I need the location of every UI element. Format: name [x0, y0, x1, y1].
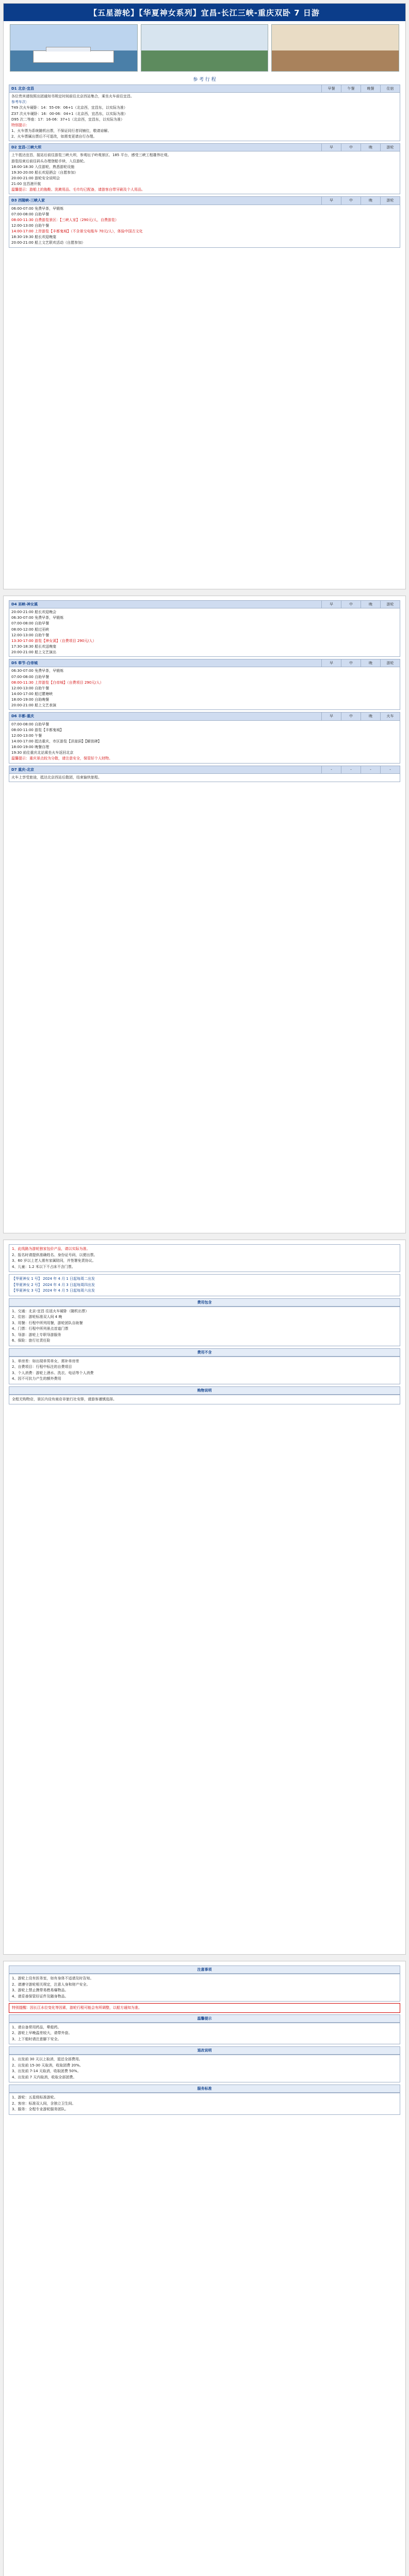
day-5-line: 20:00-21:00 船上文艺表演: [11, 703, 57, 708]
intro-line: 1、此线路为游轮独家包价产品，请以实际为准。: [12, 1247, 90, 1251]
meal-lunch: 中: [341, 197, 361, 205]
notice-title: 注意事项: [9, 1965, 400, 1974]
day-1-line: 各位贵宾请按照出团通知书规定时间前往北京西站集合，乘坐火车前往宜昌。: [11, 94, 134, 99]
meal-dinner: 晚: [361, 713, 381, 720]
day-2-title: D2 宜昌-三峡大坝: [9, 144, 322, 151]
day-7-header: [9, 766, 400, 773]
notice-list: [9, 1974, 400, 2002]
day-3-line: 14:00-17:00 上岸游览【丰都鬼城】（不含景交电瓶车 70元/人），体验中国古文化: [11, 229, 143, 234]
day-1-content: [9, 93, 400, 141]
day-4-content: [9, 608, 400, 657]
day-3-line: 08:00-11:30 自费游览景区：【三峡人家】（290元/人，自费游览）: [11, 217, 119, 222]
page-3: [0, 1236, 409, 1958]
day-2-header: [9, 144, 400, 151]
meal-breakfast: 早: [322, 601, 341, 608]
day-5-content: [9, 667, 400, 710]
shop-line: 全程无购物店，景区内设有商店非旅行社安排，请游客谨慎选择。: [12, 1397, 117, 1401]
day-5-line: 06:30-07:00 免费早茶，早锻炼: [11, 669, 64, 673]
day-2-line: 21:00 宜昌港开航: [11, 182, 41, 187]
notice-line: 2、请遵守游轮相关规定，注意人身和财产安全。: [12, 1982, 90, 1987]
exclude-line: 1、单房差：如出现单男单女，需补单房差: [12, 1359, 79, 1363]
intro-line: 3、60 岁以上老人需有家属陪同，并签署免责协议。: [12, 1259, 96, 1263]
meal-dinner: 晚: [361, 601, 381, 608]
day-4-block: [9, 600, 400, 657]
fee-line: 6、保险：旅行社责任险: [12, 1338, 51, 1343]
day-2-line: 20:00-21:00 游轮安全说明会: [11, 176, 60, 180]
day-4-header: [9, 601, 400, 608]
policy-line: 3、出发前 7-14 天取消，收取团费 50%。: [12, 2069, 81, 2073]
special-warning: 特别提醒：因长江水位变化等因素，游轮行程可能会有所调整，以船方通知为准。: [9, 2003, 400, 2013]
day-4-line: 12:00-13:00 自助午餐: [11, 633, 50, 637]
meal-dinner: 晚: [361, 197, 381, 205]
tips-list: [9, 2023, 400, 2045]
service-line: 1、游轮：五星级标准游轮。: [12, 2095, 58, 2099]
day-6-block: [9, 712, 400, 763]
fee-line: 5、导游：游轮上专职导游服务: [12, 1332, 61, 1337]
day-3-line: 06:00-07:00 免费早茶，早锻炼: [11, 206, 64, 211]
day-3-title: D3 西陵峡-三峡人家: [9, 197, 322, 205]
day-5-line: 14:00-17:00 船过瞿塘峡: [11, 691, 53, 696]
day-6-line: 14:00-17:00 抵达重庆，市区游览【洪崖洞】【解放碑】: [11, 739, 102, 743]
day-5-header: [9, 659, 400, 667]
tip-line: 2、游轮上早晚温差较大，请带外套。: [12, 2031, 72, 2035]
day-5-line: 08:00-11:30 上岸游览【白帝城】（自费项目 290元/人）: [11, 680, 104, 685]
shopping-list: [9, 1395, 400, 1405]
day-6-line: 19:30 前往重庆北站乘坐火车返回北京: [11, 751, 74, 755]
fee-line: 2、住宿：游轮标准双人间 4 晚: [12, 1315, 62, 1319]
shopping-title: 购物说明: [9, 1386, 400, 1395]
fee-line: 4、门票：行程中所列景点首道门票: [12, 1327, 69, 1331]
photo-strip: [4, 21, 405, 75]
day-1-line: 参考车次：: [11, 100, 29, 105]
day-2-line: 上午抵达宜昌，接站后前往游览三峡大坝，参观坛子岭观景区、185 平台，感受三峡工程雄伟壮观。: [11, 153, 171, 158]
day-4-title: D4 巫峡-神女溪: [9, 601, 322, 608]
tips-title: 温馨提示: [9, 2014, 400, 2023]
day-5-line: 12:00-13:00 自助午餐: [11, 686, 50, 690]
meal-breakfast: 早餐: [322, 85, 341, 93]
day-1-line: 特别提示：: [11, 123, 29, 127]
day-1-line: D95 次二等座：17：16-06：37+1（北京西，宜昌东，以实际为准）: [11, 117, 124, 122]
day-5-block: [9, 659, 400, 710]
exclude-line: 3、个人消费：游轮上酒水、洗衣、电话等个人消费: [12, 1370, 94, 1375]
gorge-photo: [141, 24, 269, 72]
day-3-header: [9, 197, 400, 205]
service-title: 服务标准: [9, 2084, 400, 2093]
meal-lunch: -: [341, 766, 361, 773]
meal-lodging: 住宿: [381, 85, 400, 93]
day-4-line: 20:00-21:00 船上文艺演出: [11, 650, 57, 655]
day-4-line: 20:00-21:00 船长欢迎晚会: [11, 610, 57, 615]
fee-include-list: [9, 1307, 400, 1346]
page-2: [0, 592, 409, 1236]
meal-breakfast: 早: [322, 144, 341, 151]
day-6-line: 18:00-19:00 晚餐自理: [11, 745, 50, 750]
day-6-header: [9, 713, 400, 720]
policy-line: 1、出发前 30 天以上取消，退还全部费用。: [12, 2057, 83, 2061]
intro-line: 4、儿童：1.2 米以下不占床不含门票。: [12, 1264, 75, 1269]
day-3-content: [9, 205, 400, 247]
meal-dinner: 晚: [361, 144, 381, 151]
service-line: 2、客房：标准双人间，含独立卫生间。: [12, 2101, 76, 2106]
day-1-line: Z37 次火车硬卧：16：00-06：04+1（北京西，宜昌东，以实际为准）: [11, 111, 128, 116]
notice-line: 4、请妥善保管好证件及随身物品。: [12, 1994, 69, 1998]
day-1-line: 2、火车票属出票后不可退改，如需变更请自行办理。: [11, 134, 97, 139]
exclude-line: 2、自费项目：行程中标注的自费项目: [12, 1365, 72, 1369]
policy-line: 2、出发前 15-30 天取消，收取团费 20%。: [12, 2063, 84, 2067]
meal-lodging: 火车: [381, 713, 400, 720]
day-6-content: [9, 720, 400, 763]
itinerary-subtitle: 参 考 行 程: [193, 77, 216, 82]
day-7-title: D7 重庆-北京: [9, 766, 322, 773]
meal-dinner: -: [361, 766, 381, 773]
fee-exclude-title: 费用不含: [9, 1348, 400, 1357]
service-line: 3、服务：全程专业游轮服务团队。: [12, 2107, 69, 2111]
page-4: [0, 1958, 409, 2576]
day-4-line: 13:30-17:00 游览【神女溪】（自费项目 290元/人）: [11, 638, 96, 643]
day-7-line: 火车上享受旅途，抵达北京西站后散团，结束愉快旅程。: [11, 775, 102, 779]
intro-line: 2、报名时请提供准确姓名、身份证号码，以便出票。: [12, 1252, 97, 1257]
fee-exclude-list: [9, 1357, 400, 1384]
ship-line: 【华夏神女 1 号】 2024 年 4 月 1 日起每周二出发: [12, 1277, 95, 1281]
tip-line: 3、上下船时请注意脚下安全。: [12, 2037, 61, 2041]
cabin-photo: [271, 24, 399, 72]
meal-lunch: 午餐: [341, 85, 361, 93]
ship-line: 【华夏神女 2 号】 2024 年 4 月 3 日起每周四出发: [12, 1282, 95, 1287]
day-1-line: 1、火车票为系统随机出票，不保证同行者同铺位，敬请谅解。: [11, 128, 111, 133]
ship-schedule: [9, 1274, 400, 1296]
day-1-title: D1 北京-宜昌: [9, 85, 322, 93]
meal-dinner: 晚餐: [361, 85, 381, 93]
sheet-4: [3, 1961, 406, 2576]
day-2-block: [9, 143, 400, 194]
meal-lunch: 中: [341, 144, 361, 151]
meal-lodging: 游轮: [381, 659, 400, 667]
exclude-line: 4、因不可抗力产生的额外费用: [12, 1377, 61, 1381]
day-4-line: 17:30-18:30 船长欢送晚宴: [11, 644, 57, 649]
day-1-block: [9, 84, 400, 141]
day-5-line: 18:00-19:00 自助晚餐: [11, 698, 50, 702]
notice-line: 1、游轮上设有医务室，如有身体不适请及时告知。: [12, 1976, 94, 1980]
meal-lodging: 游轮: [381, 197, 400, 205]
meal-lodging: 游轮: [381, 144, 400, 151]
meal-breakfast: -: [322, 766, 341, 773]
day-6-line: 08:00-11:00 游览【丰都鬼城】: [11, 727, 64, 732]
tip-line: 1、请自备常用药品，晕船药。: [12, 2025, 61, 2029]
day-3-line: 12:00-13:00 自助午餐: [11, 223, 50, 228]
day-4-line: 07:00-08:00 自助早餐: [11, 621, 50, 626]
day-1-header: [9, 85, 400, 93]
day-5-title: D5 奉节-白帝城: [9, 659, 322, 667]
ship-line: 【华夏神女 3 号】 2024 年 4 月 5 日起每周六出发: [12, 1289, 95, 1293]
day-3-line: 07:00-08:00 自助早餐: [11, 212, 50, 216]
meal-lodging: -: [381, 766, 400, 773]
meal-dinner: 晚: [361, 659, 381, 667]
day-7-content: [9, 773, 400, 782]
sheet-2: [3, 596, 406, 1233]
meal-breakfast: 早: [322, 659, 341, 667]
policy-title: 退改说明: [9, 2046, 400, 2055]
fee-line: 1、交通：北京-宜昌 往返火车硬卧（随机出票）: [12, 1309, 89, 1313]
day-1-line: T49 次火车硬卧：14：55-09：06+1（北京西，宜昌东，以实际为准）: [11, 106, 127, 110]
fee-line: 3、用餐：行程中所列用餐，游轮团队自助餐: [12, 1320, 83, 1325]
banner-title: 【五星游轮】【华夏神女系列】宜昌-长江三峡-重庆双卧 7 日游: [4, 4, 405, 21]
meal-lunch: 中: [341, 659, 361, 667]
day-2-tip: 温馨提示：游船上的拖鞋、洗漱用品、毛巾均已配备，请游客自带牙刷及个人用品。: [11, 188, 145, 192]
day-6-tip: 温馨提示：重庆景点较为分散，请注意安全，保管好个人财物。: [11, 756, 112, 761]
day-2-line: 19:30-20:00 船长欢迎酒会（自愿参加）: [11, 170, 78, 175]
day-3-line: 20:00-21:00 船上文艺联欢活动（自愿参加）: [11, 241, 86, 245]
day-5-line: 07:00-08:00 自助早餐: [11, 674, 50, 679]
sheet-3: [3, 1240, 406, 1955]
meal-lodging: 游轮: [381, 601, 400, 608]
meal-breakfast: 早: [322, 713, 341, 720]
day-4-line: 08:00-12:00 船过巫峡: [11, 627, 50, 632]
meal-lunch: 中: [341, 601, 361, 608]
day-6-line: 07:00-08:00 自助早餐: [11, 722, 50, 726]
day-4-line: 06:30-07:00 免费早茶，早锻炼: [11, 616, 64, 620]
service-list: [9, 2093, 400, 2115]
page-1: [0, 0, 409, 592]
policy-line: 4、出发前 7 天内取消，收取全部团费。: [12, 2075, 77, 2079]
day-3-block: [9, 196, 400, 247]
day-2-content: [9, 151, 400, 194]
sheet-1: [3, 3, 406, 589]
notice-line: 3、游轮上禁止携带易燃易爆物品。: [12, 1988, 69, 1992]
day-6-title: D6 丰都-重庆: [9, 713, 322, 720]
day-2-line: 游览结束后前往码头办理登船手续，入住游轮。: [11, 159, 87, 163]
fee-include-title: 费用包含: [9, 1298, 400, 1307]
meal-breakfast: 早: [322, 197, 341, 205]
policy-list: [9, 2055, 400, 2082]
day-2-line: 18:00-18:30 入住游轮，熟悉游轮设施: [11, 164, 75, 169]
intro-notes: [9, 1244, 400, 1272]
meal-lunch: 中: [341, 713, 361, 720]
day-7-block: [9, 766, 400, 782]
ship-photo: [10, 24, 138, 72]
day-3-line: 18:30-19:30 船长欢迎晚宴: [11, 235, 57, 240]
day-6-line: 12:00-13:00 午餐: [11, 733, 42, 738]
